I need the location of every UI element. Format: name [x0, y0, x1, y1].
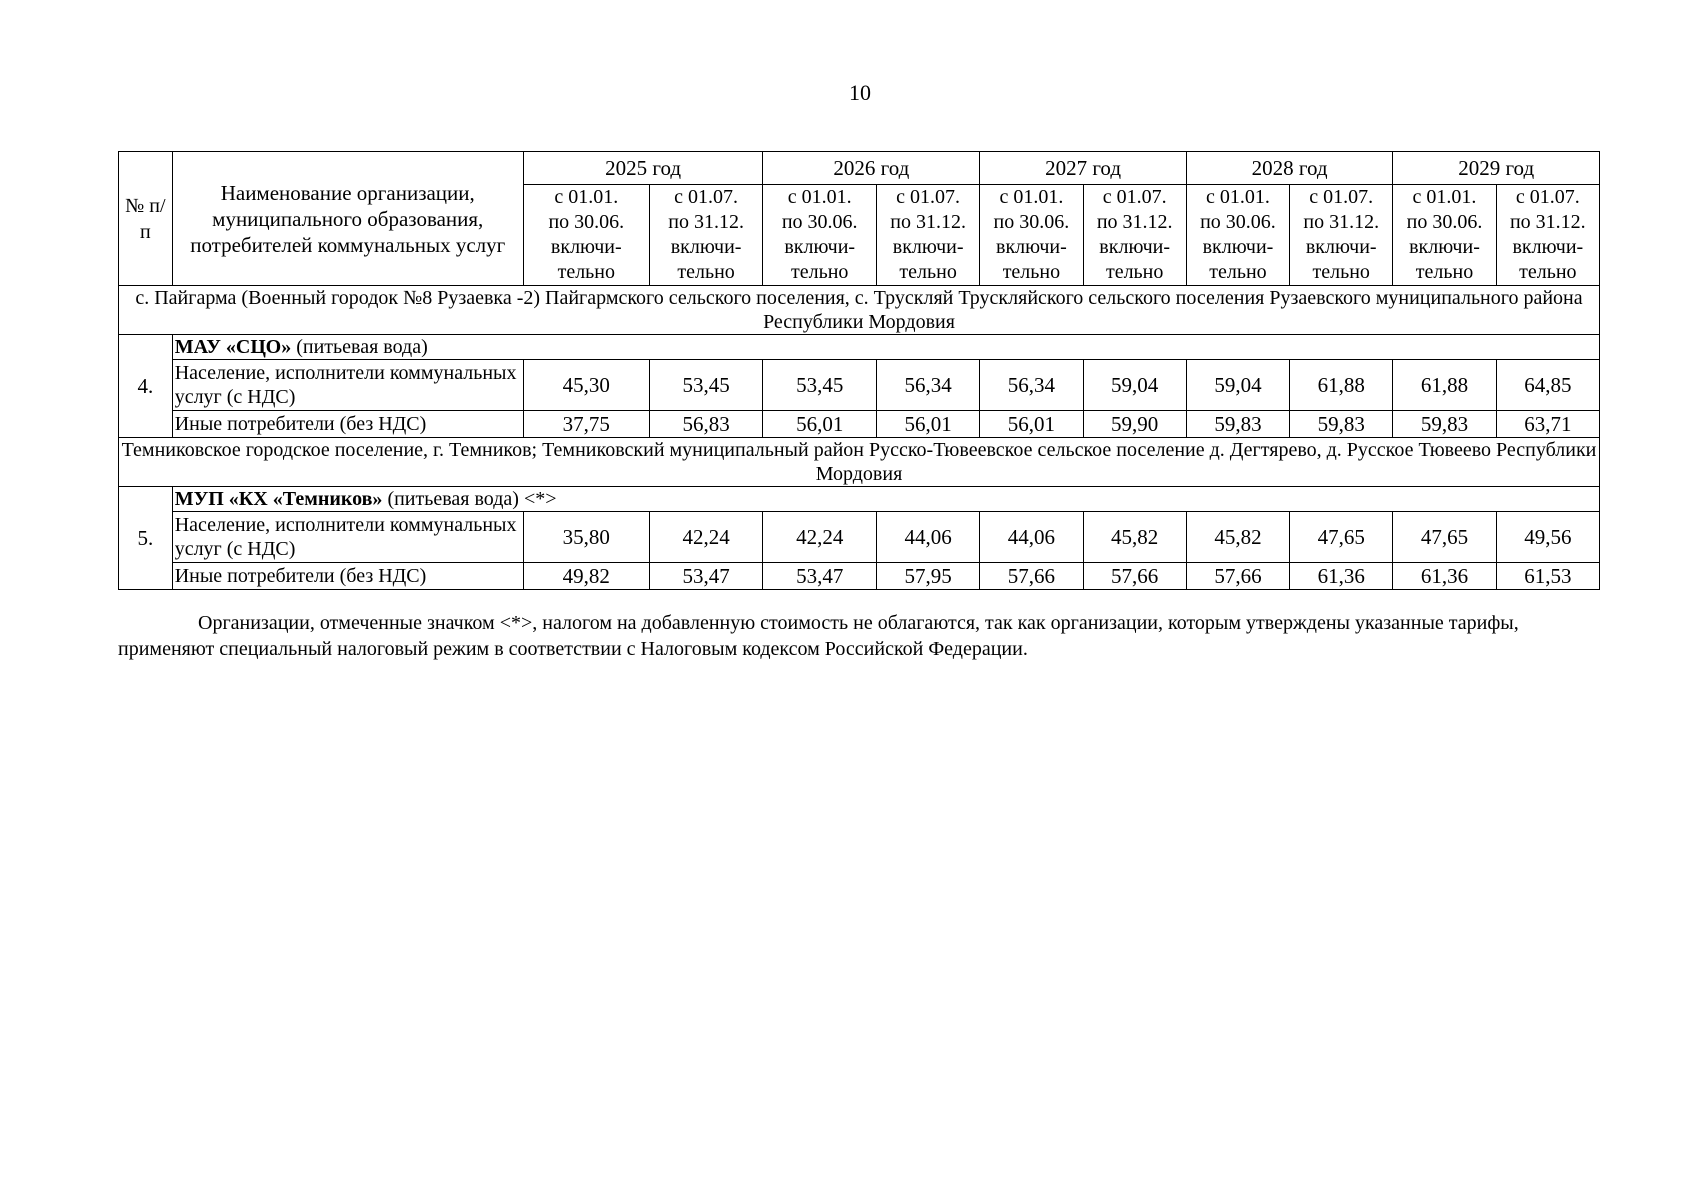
tariff-value: 49,82: [523, 563, 649, 590]
tariff-value: 56,01: [763, 411, 877, 438]
tariff-value: 56,01: [876, 411, 979, 438]
tariff-value: 35,80: [523, 512, 649, 563]
tariff-value: 61,36: [1393, 563, 1496, 590]
tariff-value: 59,04: [1083, 360, 1186, 411]
table-row: [119, 512, 1600, 563]
region-row: Темниковское городское поселение, г. Темников; Темниковский муниципальный район Русско-Тювеевское сельское поселение д. Дегтярево, д. Русское Тювеево Республики Мордовия: [119, 438, 1600, 487]
footnote: Организации, отмеченные значком <*>, налогом на добавленную стоимость не облагаются, так как организации, которым утверждены указанные тарифы, применяют специальный налоговый режим в соответствии с Налоговым кодексом Российской Федерации.: [118, 612, 1519, 660]
page-number: 10: [849, 80, 871, 105]
period-header-second-half: с 01.07. по 31.12. включи- тельно: [1083, 185, 1186, 286]
tariff-value: 42,24: [763, 512, 877, 563]
tariff-value: 45,30: [523, 360, 649, 411]
tariff-value: 57,66: [980, 563, 1083, 590]
column-header-name: Наименование организации, муниципального образования, потребителей коммунальных услуг: [172, 152, 523, 286]
tariff-value: 59,83: [1393, 411, 1496, 438]
tariff-value: 59,04: [1186, 360, 1289, 411]
tariff-value: 59,83: [1186, 411, 1289, 438]
period-header-first-half: с 01.01. по 30.06. включи- тельно: [980, 185, 1083, 286]
table-row: [119, 360, 1600, 411]
consumer-category: Иные потребители (без НДС): [172, 563, 523, 590]
year-header: 2025 год: [523, 152, 763, 185]
column-header-number: № п/п: [119, 152, 173, 286]
organization-name: МУП «КХ «Темников»: [174, 488, 383, 510]
organization-row: [172, 487, 1599, 512]
tariff-value: 37,75: [523, 411, 649, 438]
year-header: 2027 год: [980, 152, 1187, 185]
tariff-value: 45,82: [1186, 512, 1289, 563]
tariff-value: 53,47: [649, 563, 763, 590]
consumer-category: Иные потребители (без НДС): [172, 411, 523, 438]
year-header: 2029 год: [1393, 152, 1600, 185]
organization-name: МАУ «СЦО»: [174, 336, 292, 358]
period-header-second-half: с 01.07. по 31.12. включи- тельно: [1496, 185, 1599, 286]
tariff-value: 47,65: [1393, 512, 1496, 563]
tariff-value: 49,56: [1496, 512, 1599, 563]
tariff-value: 56,83: [649, 411, 763, 438]
period-header-first-half: с 01.01. по 30.06. включи- тельно: [1186, 185, 1289, 286]
tariff-value: 64,85: [1496, 360, 1599, 411]
tariff-value: 61,53: [1496, 563, 1599, 590]
tariff-value: 44,06: [980, 512, 1083, 563]
period-header-second-half: с 01.07. по 31.12. включи- тельно: [876, 185, 979, 286]
organization-service: (питьевая вода): [291, 336, 428, 358]
tariff-value: 53,45: [649, 360, 763, 411]
tariff-value: 44,06: [876, 512, 979, 563]
tariff-value: 53,45: [763, 360, 877, 411]
tariff-value: 42,24: [649, 512, 763, 563]
tariff-value: 53,47: [763, 563, 877, 590]
tariff-value: 63,71: [1496, 411, 1599, 438]
tariff-value: 59,83: [1290, 411, 1393, 438]
period-header-first-half: с 01.01. по 30.06. включи- тельно: [523, 185, 649, 286]
tariff-value: 61,88: [1393, 360, 1496, 411]
tariff-value: 47,65: [1290, 512, 1393, 563]
tariff-value: 56,34: [876, 360, 979, 411]
year-header: 2028 год: [1186, 152, 1393, 185]
tariff-value: 61,88: [1290, 360, 1393, 411]
tariff-value: 59,90: [1083, 411, 1186, 438]
period-header-second-half: с 01.07. по 31.12. включи- тельно: [649, 185, 763, 286]
row-number: 5.: [119, 487, 173, 590]
period-header-first-half: с 01.01. по 30.06. включи- тельно: [763, 185, 877, 286]
tariff-value: 56,34: [980, 360, 1083, 411]
table-row: [119, 563, 1600, 590]
row-number: 4.: [119, 335, 173, 438]
tariff-value: 57,66: [1186, 563, 1289, 590]
tariff-value: 57,95: [876, 563, 979, 590]
year-header: 2026 год: [763, 152, 980, 185]
consumer-category: Население, исполнители коммунальных услуг (с НДС): [172, 512, 523, 563]
organization-row: [172, 335, 1599, 360]
tariff-value: 56,01: [980, 411, 1083, 438]
region-row: с. Пайгарма (Военный городок №8 Рузаевка -2) Пайгармского сельского поселения, с. Трускляй Трускляйского сельского поселения Рузаевского муниципального района Республики Мордовия: [119, 286, 1600, 335]
tariff-value: 61,36: [1290, 563, 1393, 590]
period-header-first-half: с 01.01. по 30.06. включи- тельно: [1393, 185, 1496, 286]
period-header-second-half: с 01.07. по 31.12. включи- тельно: [1290, 185, 1393, 286]
organization-service: (питьевая вода) <*>: [382, 488, 557, 510]
tariff-value: 45,82: [1083, 512, 1186, 563]
table-row: [119, 411, 1600, 438]
tariff-table: [118, 151, 1600, 590]
consumer-category: Население, исполнители коммунальных услуг (с НДС): [172, 360, 523, 411]
tariff-value: 57,66: [1083, 563, 1186, 590]
